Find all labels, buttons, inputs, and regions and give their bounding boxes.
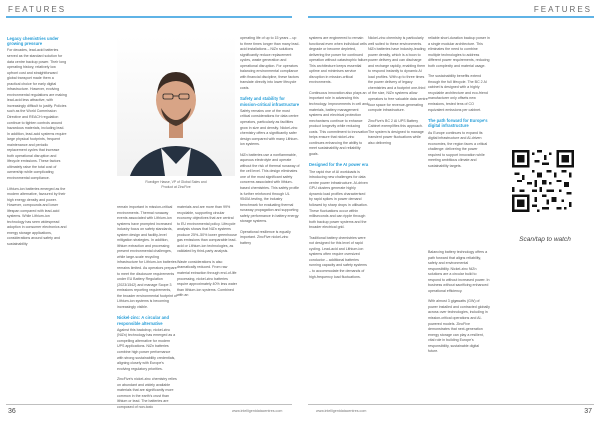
article-column-2 [117,205,177,415]
article-column-3 [177,205,237,304]
footer-url-right[interactable]: www.intelligentdatacentres.com [316,409,367,413]
footer-rule-left [6,404,292,405]
footer-rule-right [308,404,594,405]
paragraph: Safety remains one of the most critical considerations for data centre operators, particularly as facilities grow in size and density. Nickel-zinc chemistry offers a significantly safer design compared with many Lithium-ion systems. [240,108,299,147]
paragraph: remain important in mission-critical environments. Thermal runaway events associated with Lithium-ion systems have prompted increased industry focus on safety standards, system design and facility-level mitigation strategies. In addition, lithium extraction and processing present environmental challenges, while large-scale recycling infrastructure for Lithium-ion batteries remains limited. As operators prepare to meet the disclosure requirements under EU Battery Regulation (2023/1542) and manage Scope 3 emissions reporting requirements, the broader environmental footprint of Lithium-ion systems is becoming increasingly visible. [117,205,177,309]
section-heading-ai-era: Designed for the AI power era [309,162,369,168]
paragraph: operating life of up to 15 years – up to three times longer than many lead-acid installations – NiZn solutions significantly reduce replacement cycles, waste generation and operational disruption. For operators balancing environmental compliance with financial discipline, these factors translate directly into lower lifecycle costs. [240,36,300,90]
header-rule-left [6,16,292,18]
section-heading-legacy: Legacy chemistries under growing pressure [7,36,59,47]
page-number-right: 37 [584,408,592,415]
article-column-6 [368,36,428,151]
article-column-5 [309,36,369,285]
paragraph: ZincFive's nickel-zinc chemistry relies on abundant and widely available materials that are significantly more common in the earth's crust than lithium or lead. The batteries are composed of non-toxic [117,377,177,409]
paragraph: systems are engineered to remain functional even when individual cells degrade or become depleted, delivering the power for continued operation without catastrophic failure. This architecture keeps essential uptime and minimises service disruption in mission-critical environments. [309,36,369,85]
paragraph: For decades, lead-acid batteries served as the standard solution for data centre backup power. Their long operating history, relatively low upfront cost and straightforward global transport made them a practical choice for early digital infrastructure. However, evolving environmental regulations are making lead-acid less attractive, with increasingly difficult to justify. Policies such as the World Commission Directive and REACH regulation continue to tighten controls around hazardous materials, including lead. In addition, lead-acid systems require large physical footprints, frequent maintenance and periodic replacement cycles that increase both operational disruption and lifecycle emissions. These factors ultimately raise the total cost of ownership while complicating environmental compliance. [7,48,67,180]
footer-url-left[interactable]: www.intelligentdatacentres.com [232,409,283,413]
paragraph: Balancing battery technology offers a path forward that aligns reliability, safety and environmental responsibility. Nickel-zinc NiZn solutions are a circular build to respond to without increased power. In business without sacrificing enhanced operational efficiency. [428,250,490,293]
scan-to-watch-label: Scan/tap to watch [519,236,571,243]
paragraph: Against this backdrop, nickel-zinc (NiZn) technology has emerged as a compelling alternative for modern UPS applications. NiZn batteries combine high power performance with strong sustainability credentials, aligning closely with Europe's evolving regulatory priorities. [117,327,176,371]
paragraph: As Europe continues to expand its digital infrastructure and AI-driven economies, the region faces a critical challenge: delivering the power required to support innovation while meeting ambitious climate and sustainability targets. [428,130,488,168]
paragraph: reliable short-duration backup power in a single modular architecture. This eliminates the need to combine multiple technologies to address different power requirements, reducing both complexity and material usage. [428,36,490,68]
paragraph: Waste considerations is also dramatically reduced. From raw material extraction through end-of-life processing, nickel-zinc batteries require approximately 40% less water than lithium-ion systems. Combined with an [177,259,237,298]
section-heading-path-forward: The path forward for Europe's digital infrastructure [428,118,488,129]
article-column-4 [240,36,300,251]
article-column-7 [428,36,490,174]
paragraph: The sustainability benefits extend through the full lifecycle. The BC 2 AI cabinet is designed with a highly recyclable architecture and eco-friend manufacturer only offsets new emissions, tested tens of CO equivalent emissions per cabinet. [428,74,488,112]
paragraph: The rapid rise of AI workloads is introducing new challenges for data centre power infrastructure. AI-driven GPU clusters generate highly dynamic load profiles characterised by rapid spikes in power demand followed by sharp drops in utilisation. These fluctuations occur within milliseconds and can ripple through both backup power systems and the broader electrical grid. [309,169,368,230]
portrait-photo [117,36,235,176]
paragraph: Nickel-zinc chemistry is particularly well suited to these environments. NiZn batteries have industry-leading power density, which is a boon to power delivery and can discharge and recharge rapidly, enabling them to respond instantly to dynamic AI load profiles. With up to three times the power delivery of legacy chemistries and a footprint one-third of the size, NiZn systems allow operators to free valuable data centre floor space for revenue-generating compute infrastructure. [368,36,428,113]
paragraph: With almost 3 gigawatts (GW) of power installed and contracted globally across over technologies, including in mission-critical operations and AI-powered models. ZincFive demonstrates that next-generation energy storage can play a resilient, vital role in building Europe's responsibility, sustainable digital future. [428,299,490,354]
paragraph: Lithium-ion batteries emerged as the modern alternative, favoured by their high energy density and power. However, compounds and lower lifespan compared with lead-acid systems. While Lithium-ion technology has seen widespread adoption in consumer electronics and energy storage applications, considerations around safety and sustainability [7,186,67,246]
section-heading-nickel-zinc: Nickel-zinc: A circular and responsible alternative [117,315,170,326]
paragraph: Traditional battery chemistries were not designed for this level of rapid cycling. Lead-acid and Lithium-ion systems often require oversized conductor – additional batteries running capacity and safety systems – to accommodate the demands of high-frequency load fluctuations. [309,235,367,279]
qr-code-block[interactable] [510,150,582,270]
header-title-left: FEATURES [8,5,67,14]
header-title-right: FEATURES [533,5,592,14]
qr-code-icon[interactable] [512,150,574,212]
paragraph: Operational resilience is equally important. ZincFive nickel-zinc battery [240,229,291,245]
header-rule-right [308,16,594,18]
section-heading-safety: Safety and stability for mission-critical infrastructure [240,96,300,107]
article-column-1 [7,36,67,253]
page-number-left: 36 [8,408,16,415]
paragraph: ZincFive's BC 2 AI UPS Battery Cabinet exemplifies this approach. The system is designed to manage transient power fluctuations while also delivering [368,118,424,145]
photo-caption: Ruediger Hasse, VP of Global Sales and Product at ZincFive [145,180,207,189]
paragraph: NiZn batteries use a nonflammable, aqueous electrolyte and operate without the risk of thermal runaway of the cell level. This design eliminates one of the most significant safety concerns associated with lithium-based chemistries. This safety profile is further reinforced through UL 9540A testing, the industry benchmark for evaluating thermal runaway propagation and supporting safety performance in battery energy storage systems. [240,152,300,224]
paragraph: Continuous innovation also plays an important role in advancing this technology. Improvements in cell and materials, battery management systems and electrical protection mechanisms continue to enhance product longevity while reducing costs. This commitment to innovation helps ensure that nickel-zinc continues enhancing the ability to meet sustainability and reliability goals. [309,90,369,156]
paragraph: materials and are more than 99% recyclable, supporting circular economy objectives that are central to EU environmental policy. Lifecycle analysis shows that NiZn systems produce 25%–50% lower greenhouse gas emissions than comparable lead-acid or Lithium-ion technologies, as validated by third-party analysis. [177,205,237,254]
article-column-8 [428,250,490,360]
